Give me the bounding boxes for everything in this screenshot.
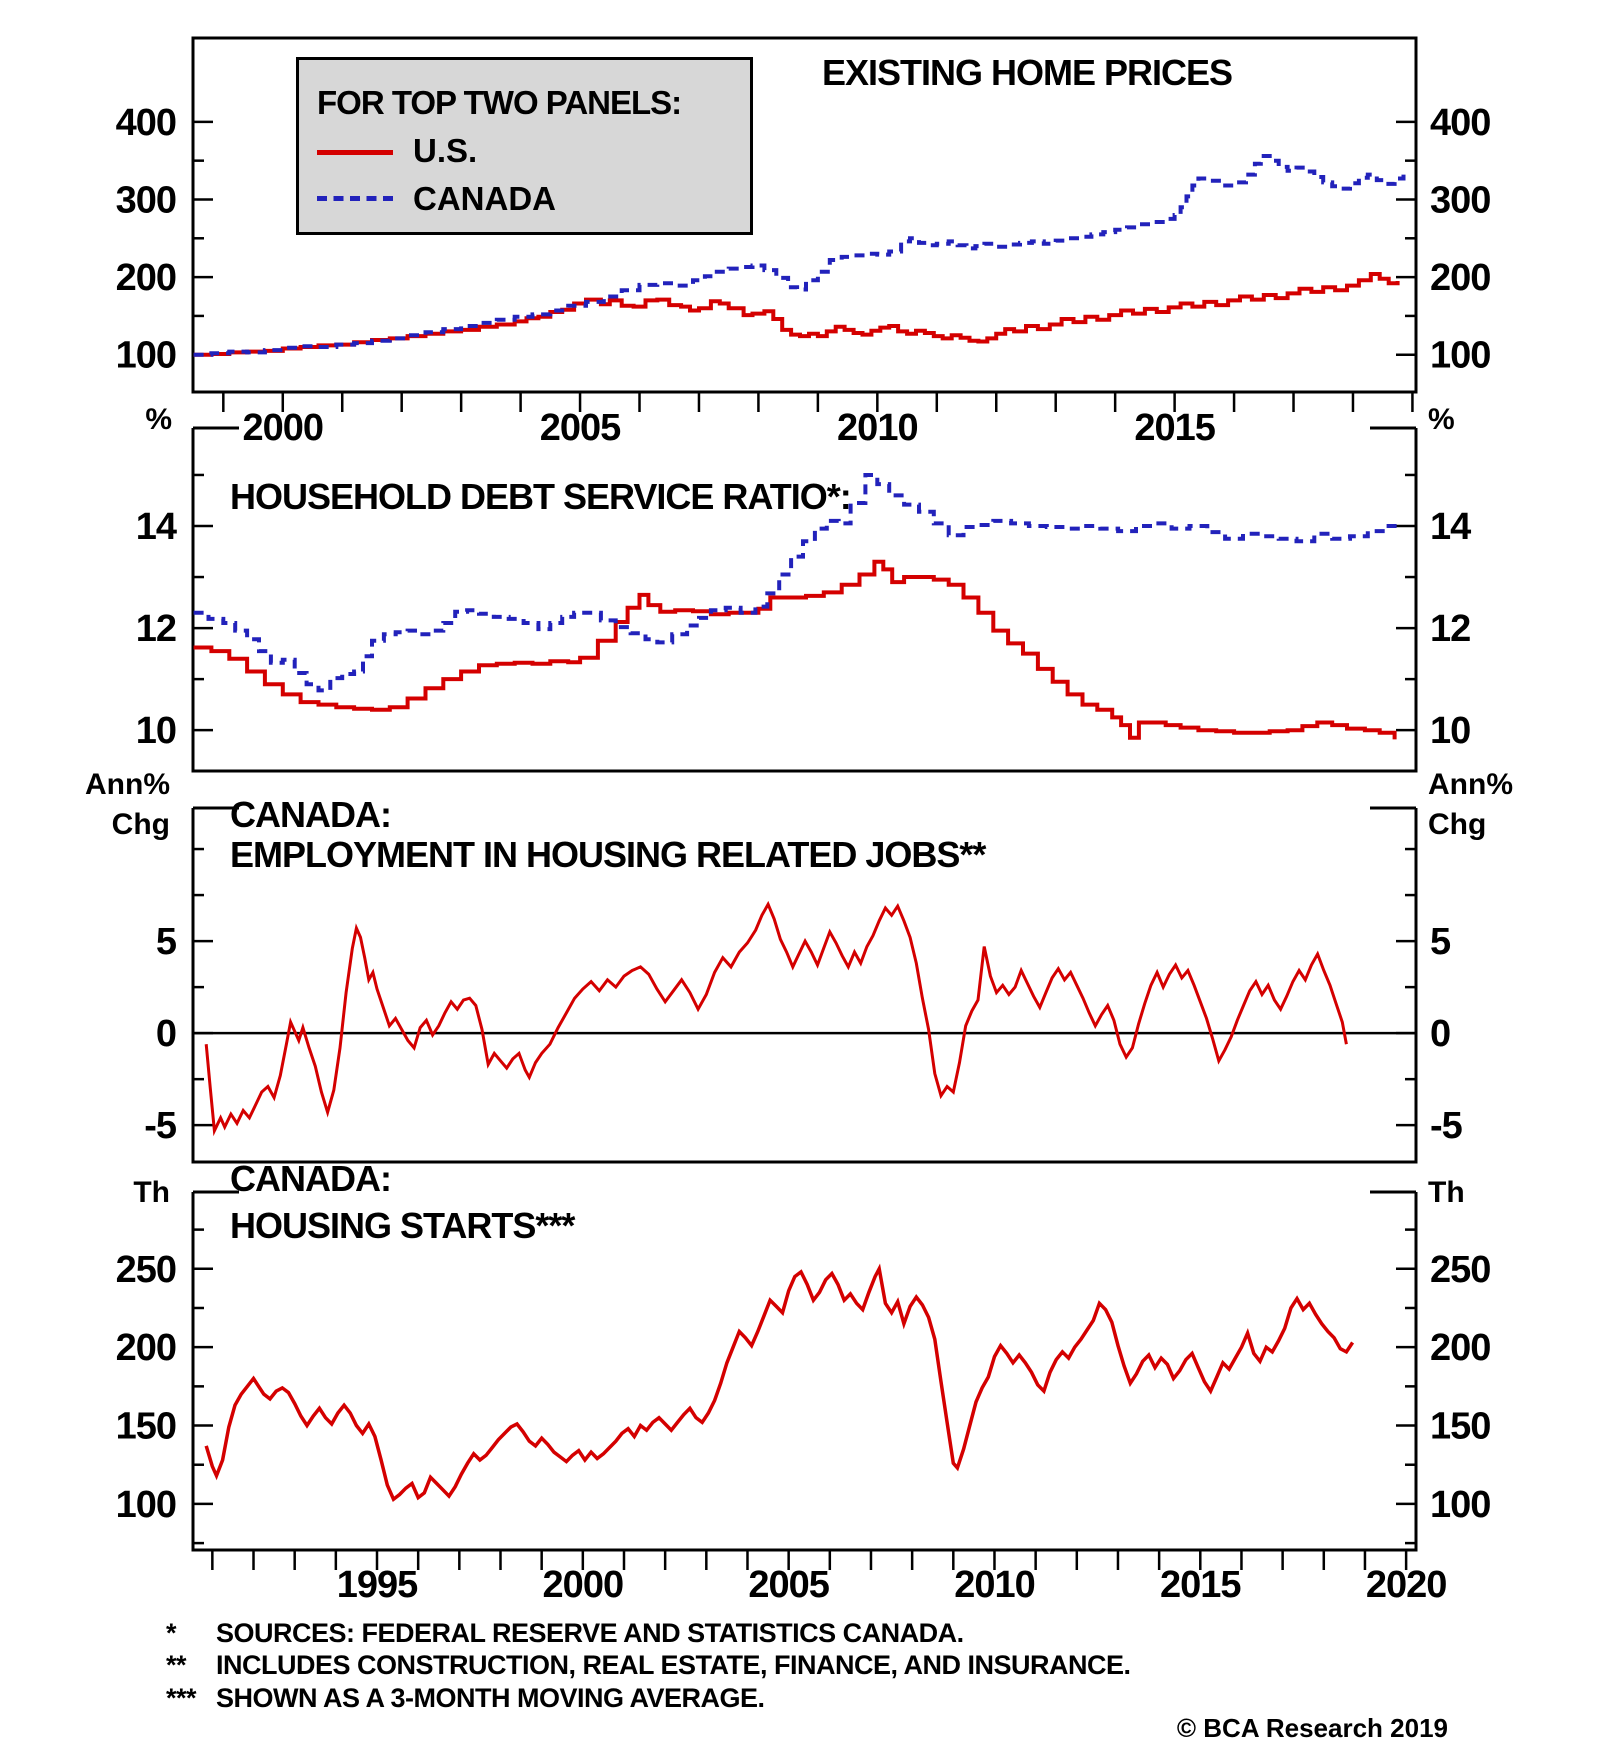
y-tick-label-right: 12 <box>1430 608 1471 651</box>
panel3-title <box>230 795 985 875</box>
canada-dashed-line-icon <box>317 196 393 201</box>
x-tick-label: 2015 <box>1134 407 1215 449</box>
legend-box <box>296 57 753 235</box>
x-tick-label: 2010 <box>954 1564 1035 1606</box>
y-tick-label-left: 100 <box>115 1483 176 1526</box>
y-tick-label-left: 14 <box>135 506 176 548</box>
chg-label: Chg <box>111 808 170 841</box>
y-tick-label-left: 150 <box>115 1405 176 1448</box>
panel3-title-line1: CANADA: <box>230 794 391 835</box>
panel4-title-line2: HOUSING STARTS*** <box>230 1205 575 1246</box>
x-tick-label: 2015 <box>1160 1564 1241 1606</box>
x-tick-label: 2020 <box>1365 1564 1447 1606</box>
panel1-title: EXISTING HOME PRICES <box>821 52 1233 93</box>
legend-item-us <box>317 132 717 172</box>
y-tick-label-right: 10 <box>1430 710 1471 753</box>
ann-chg-unit-right <box>1428 765 1513 845</box>
x-tick-label: 1995 <box>336 1564 418 1606</box>
ann-percent-label: Ann% <box>1428 768 1513 801</box>
legend-item-canada <box>317 180 717 220</box>
us-series-line <box>194 562 1395 740</box>
copyright-notice: © BCA Research 2019 <box>1176 1713 1448 1743</box>
chg-label: Chg <box>1428 808 1487 841</box>
x-tick-label: 2000 <box>542 1564 624 1606</box>
y-tick-label-left: 200 <box>115 1327 176 1370</box>
footnote-sources <box>166 1618 964 1649</box>
y-tick-label-left: 10 <box>135 710 176 753</box>
y-tick-label-left: 300 <box>115 179 176 222</box>
y-tick-label-left: 100 <box>115 334 176 377</box>
y-tick-label-right: 100 <box>1430 334 1491 377</box>
y-tick-label-right: -5 <box>1430 1105 1462 1148</box>
y-tick-label-right: 0 <box>1430 1013 1451 1056</box>
panel2-title: HOUSEHOLD DEBT SERVICE RATIO*: <box>230 476 851 517</box>
footnote-text: SOURCES: FEDERAL RESERVE AND STATISTICS CANADA. <box>216 1618 964 1648</box>
y-tick-label-right: 150 <box>1430 1405 1491 1448</box>
th-unit-right: Th <box>1428 1176 1465 1209</box>
y-tick-label-left: 5 <box>155 921 176 964</box>
ann-chg-unit-left <box>40 765 170 845</box>
y-tick-label-right: 400 <box>1430 101 1491 144</box>
th-unit-left: Th <box>133 1176 170 1209</box>
y-tick-label-left: 0 <box>155 1013 176 1056</box>
y-tick-label-right: 200 <box>1430 1327 1491 1370</box>
x-tick-label: 2005 <box>539 407 621 449</box>
percent-unit-right: % <box>1428 403 1455 436</box>
y-tick-label-left: 250 <box>115 1248 176 1291</box>
footnote-marker: * <box>166 1618 177 1648</box>
y-tick-label-right: 250 <box>1430 1248 1491 1291</box>
x-tick-label: 2010 <box>837 407 918 449</box>
ann-percent-label: Ann% <box>85 768 170 801</box>
x-tick-label: 2005 <box>748 1564 829 1606</box>
y-tick-label-right: 200 <box>1430 257 1491 300</box>
y-tick-label-right: 300 <box>1430 179 1491 222</box>
legend-title: FOR TOP TWO PANELS: <box>317 84 682 121</box>
x-tick-label: 2000 <box>242 407 324 449</box>
y-tick-label-right: 14 <box>1430 506 1471 548</box>
y-tick-label-right: 5 <box>1430 921 1451 964</box>
panel4-title <box>230 1155 574 1249</box>
percent-unit-left: % <box>145 403 172 436</box>
panel4-title-line1: CANADA: <box>230 1158 391 1199</box>
footnote-includes <box>166 1650 1131 1681</box>
footnote-marker: *** <box>166 1683 197 1713</box>
us-series-line <box>206 1269 1352 1499</box>
y-tick-label-right: 100 <box>1430 1483 1491 1526</box>
footnote-text: INCLUDES CONSTRUCTION, REAL ESTATE, FINANCE, AND INSURANCE. <box>216 1650 1131 1680</box>
us-solid-line-icon <box>317 150 393 155</box>
legend-item-label: CANADA <box>413 180 556 217</box>
y-tick-label-left: -5 <box>144 1105 176 1148</box>
y-tick-label-left: 200 <box>115 257 176 300</box>
footnote-text: SHOWN AS A 3-MONTH MOVING AVERAGE. <box>216 1683 765 1713</box>
y-tick-label-left: 400 <box>115 101 176 144</box>
footnote-moving-average <box>166 1683 765 1714</box>
y-tick-label-left: 12 <box>135 608 176 651</box>
panel-housing-starts <box>116 1192 1491 1606</box>
legend-item-label: U.S. <box>413 132 478 169</box>
us-series-line <box>206 904 1346 1130</box>
footnote-marker: ** <box>166 1650 187 1680</box>
panel3-title-line2: EMPLOYMENT IN HOUSING RELATED JOBS** <box>230 834 986 875</box>
